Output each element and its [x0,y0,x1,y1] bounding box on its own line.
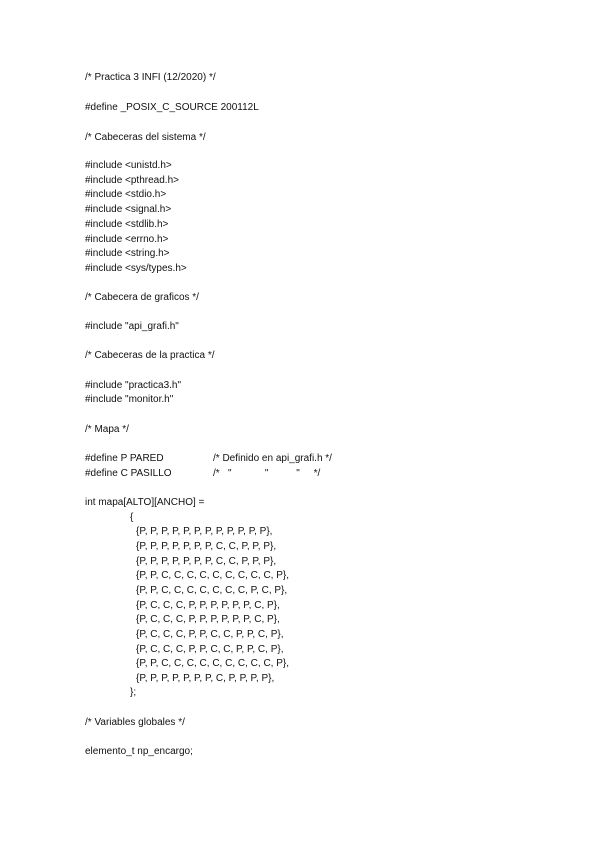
map-row: {P, P, P, P, P, P, P, C, C, P, P, P}, [136,556,277,567]
sys-headers-comment: /* Cabeceras del sistema */ [85,132,206,143]
map-row: {P, P, C, C, C, C, C, C, C, C, C, P}, [136,570,290,581]
map-row: {P, P, C, C, C, C, C, C, C, C, C, P}, [136,658,290,669]
include-line: #include <stdio.h> [85,189,167,200]
map-comment: /* Mapa */ [85,424,129,435]
include-line: #include <signal.h> [85,204,172,215]
define-posix-line: #define _POSIX_C_SOURCE 200112L [85,102,259,113]
include-line: #include <stdlib.h> [85,219,169,230]
map-row: {P, C, C, C, P, P, C, C, P, P, C, P}, [136,644,284,655]
open-brace: { [130,512,134,523]
close-brace: }; [130,687,137,698]
define-pasillo-comment: /* " " " */ [213,468,321,479]
map-row: {P, C, C, C, P, P, P, P, P, P, C, P}, [136,600,280,611]
include-line: #include <unistd.h> [85,160,172,171]
define-pared: #define P PARED [85,453,164,464]
graphics-include: #include "api_grafi.h" [85,321,179,332]
practice-headers-comment: /* Cabeceras de la practica */ [85,350,215,361]
include-line: #include <errno.h> [85,234,169,245]
include-line: #include <pthread.h> [85,175,179,186]
globals-declaration: elemento_t np_encargo; [85,746,193,757]
define-pared-comment: /* Definido en api_grafi.h */ [213,453,332,464]
graphics-comment: /* Cabecera de graficos */ [85,292,199,303]
include-line: #include <string.h> [85,248,170,259]
map-row: {P, P, P, P, P, P, P, C, C, P, P, P}, [136,541,277,552]
map-declaration: int mapa[ALTO][ANCHO] = [85,497,205,508]
header-comment: /* Practica 3 INFI (12/2020) */ [85,72,216,83]
define-pasillo: #define C PASILLO [85,468,172,479]
include-line: #include "monitor.h" [85,394,174,405]
map-row: {P, P, P, P, P, P, P, C, P, P, P, P}, [136,673,275,684]
globals-comment: /* Variables globales */ [85,717,185,728]
include-line: #include "practica3.h" [85,380,182,391]
map-row: {P, P, P, P, P, P, P, P, P, P, P, P}, [136,526,273,537]
map-row: {P, C, C, C, P, P, P, P, P, P, C, P}, [136,614,280,625]
map-row: {P, P, C, C, C, C, C, C, C, P, C, P}, [136,585,288,596]
include-line: #include <sys/types.h> [85,263,187,274]
map-row: {P, C, C, C, P, P, C, C, P, P, C, P}, [136,629,284,640]
